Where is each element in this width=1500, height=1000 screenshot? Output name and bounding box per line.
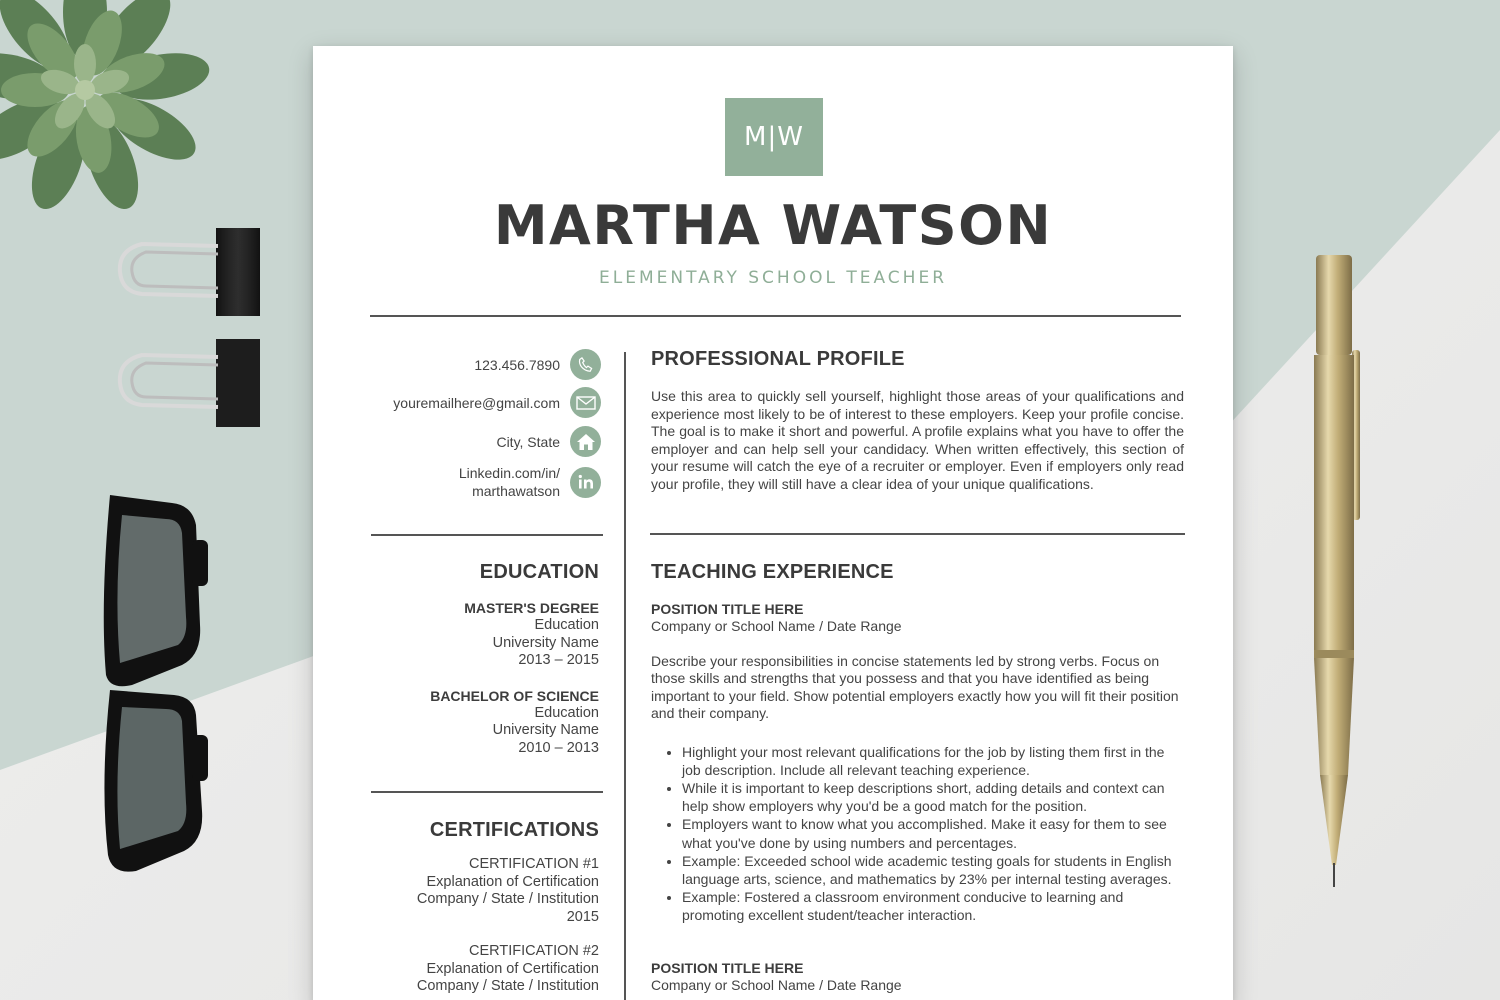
contact-divider (371, 534, 603, 536)
position-description: Describe your responsibilities in concise statements led by strong verbs. Focus on those skills and strengths that you possess and that you have identified as being important to your field. Show potential employers exactly how you will fit their position and their company. (651, 652, 1179, 721)
list-item: • Employers want to know what you accomplished. Make it easy for them to see what you've done by using numbers and percentages. (682, 815, 1184, 851)
contact-linkedin (371, 464, 601, 500)
profile-text: Use this area to quickly sell yourself, highlight those areas of your qualifications and experience most likely to be of interest to these employers. Keep your profile concise. The goal is to make it short and powerful. A profile explains what you have to offer the employer and can help sell your candidacy. When written effectively, this section of your resume will catch the eye of a recruiter or employer. Even if employers only read your profile, they will still have a clear idea of your unique qualifications. (651, 388, 1184, 492)
certification-org: Company / State / Institution (416, 978, 599, 994)
certification-title: CERTIFICATION #1 (469, 856, 599, 872)
phone-icon (570, 349, 601, 380)
profile-heading: PROFESSIONAL PROFILE (651, 348, 905, 370)
location-text: City, State (496, 433, 560, 450)
succulent-plant (0, 0, 220, 240)
monogram-logo: M|W (725, 98, 823, 176)
phone-text: 123.456.7890 (474, 356, 560, 373)
degree-dates: 2010 – 2013 (518, 739, 599, 756)
position-company: Company or School Name / Date Range (651, 976, 902, 993)
degree-dates: 2013 – 2015 (518, 652, 599, 668)
certification-explanation: Explanation of Certification (426, 873, 599, 890)
experience-heading: TEACHING EXPERIENCE (651, 561, 894, 583)
responsibility-list (682, 743, 1184, 925)
education-entry (371, 599, 599, 670)
binder-clip-bottom (112, 337, 262, 429)
list-item: • Example: Fostered a classroom environment conducive to learning and promoting excellent student/teacher interaction. (682, 888, 1184, 924)
contact-location (371, 426, 601, 457)
certification-entry (371, 856, 599, 926)
position-company: Company or School Name / Date Range (651, 618, 902, 634)
experience-section (651, 561, 1184, 994)
certification-org: Company / State / Institution (416, 891, 599, 907)
position-entry (651, 600, 1184, 925)
certification-entry (371, 943, 599, 996)
certifications-section (371, 819, 599, 996)
resume-page (313, 46, 1233, 1000)
position-title: POSITION TITLE HERE (651, 959, 804, 976)
degree-school: University Name (492, 722, 599, 738)
gold-pen (1308, 255, 1368, 895)
list-item: • While it is important to keep descriptions short, adding details and context can help show employers why you'd be a good match for the position. (682, 779, 1184, 815)
email-text: youremailhere@gmail.com (393, 394, 560, 411)
list-item: • Highlight your most relevant qualifications for the job by listing them first in the job description. Include all relevant teaching experience. (682, 743, 1184, 779)
linkedin-icon (570, 467, 601, 498)
contact-email (371, 387, 601, 418)
binder-clip-top (112, 226, 262, 318)
eyeglasses (92, 485, 217, 880)
education-heading: EDUCATION (479, 561, 599, 583)
list-item: • Example: Exceeded school wide academic testing goals for students in English language arts, science, and mathematics by 23% per internal testing averages. (682, 852, 1184, 888)
degree-title: MASTER'S DEGREE (464, 600, 599, 616)
certifications-heading: CERTIFICATIONS (429, 819, 599, 841)
column-divider (624, 352, 626, 1000)
profile-divider (650, 533, 1185, 535)
certification-explanation: Explanation of Certification (426, 960, 599, 977)
certification-title: CERTIFICATION #2 (469, 943, 599, 959)
education-entry (371, 687, 599, 758)
candidate-name: MARTHA WATSON (493, 194, 1053, 257)
degree-title: BACHELOR OF SCIENCE (430, 687, 599, 704)
degree-school: University Name (492, 634, 599, 651)
header-divider (370, 315, 1181, 317)
position-entry (651, 959, 1184, 995)
certification-year: 2015 (566, 908, 599, 925)
envelope-icon (570, 387, 601, 418)
contact-phone (371, 349, 601, 380)
linkedin-text (459, 464, 560, 500)
home-icon (570, 426, 601, 457)
profile-section (651, 348, 1184, 493)
position-title: POSITION TITLE HERE (651, 601, 804, 617)
job-title: ELEMENTARY SCHOOL TEACHER (598, 268, 948, 288)
degree-field: Education (534, 617, 599, 633)
education-divider (371, 791, 603, 793)
education-section (371, 561, 599, 757)
linkedin-url-line1: Linkedin.com/in/ (458, 465, 560, 481)
degree-field: Education (534, 704, 599, 721)
linkedin-url-line2: marthawatson (472, 483, 560, 499)
